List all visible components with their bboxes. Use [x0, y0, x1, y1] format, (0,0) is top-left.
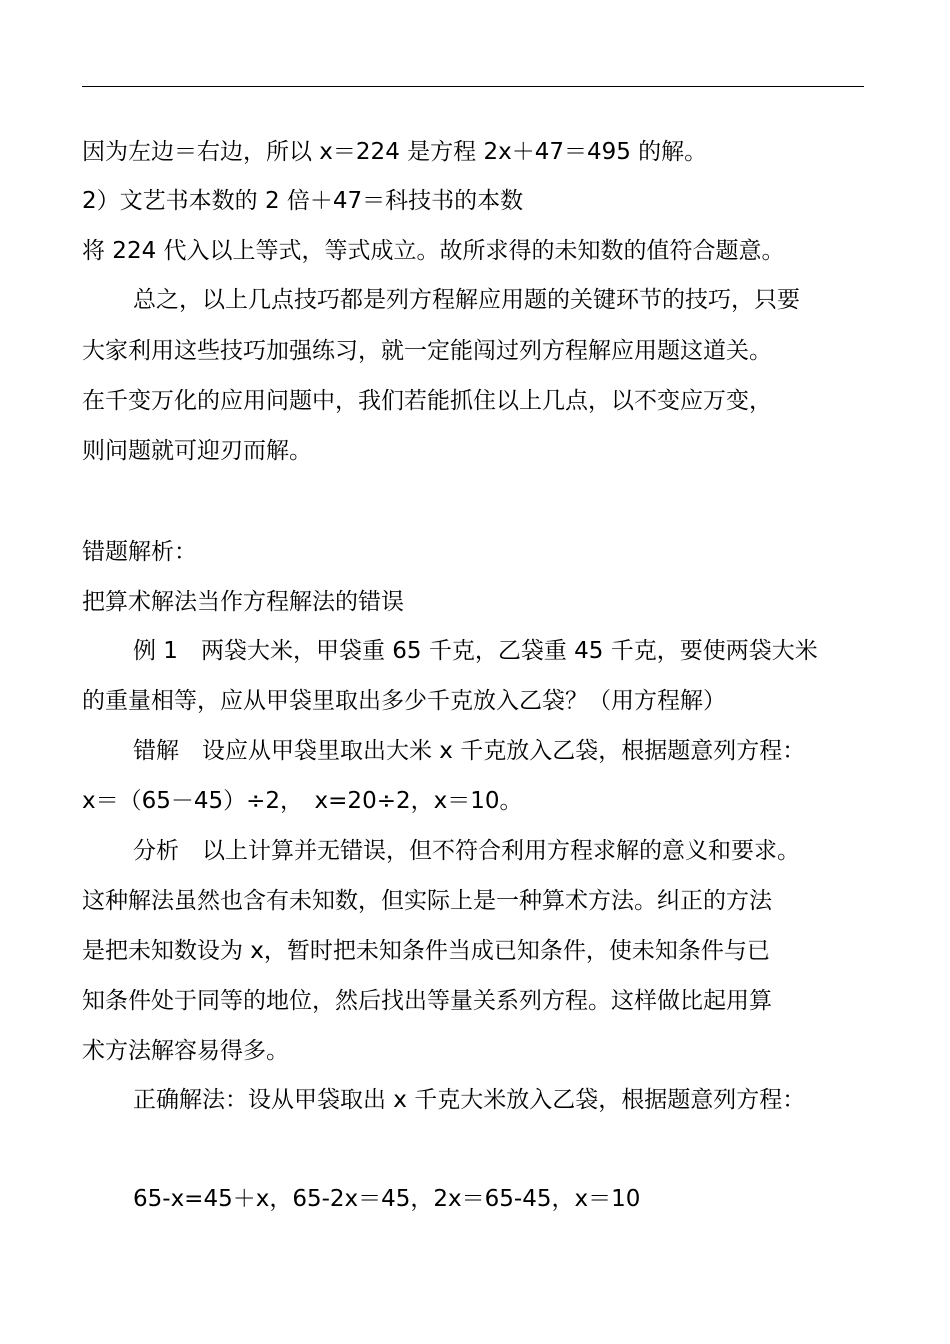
- text-line-17: 知条件处于同等的地位，然后找出等量关系列方程。这样做比起用算: [82, 988, 772, 1014]
- section-heading: 错题解析：: [82, 539, 197, 565]
- wrong-solution-equation: x＝（65－45）÷2， x=20÷2，x＝10。: [82, 788, 523, 814]
- paragraph-summary-start: 总之，以上几点技巧都是列方程解应用题的关键环节的技巧，只要: [133, 287, 800, 313]
- example-1-question: 例 1 两袋大米，甲袋重 65 千克，乙袋重 45 千克，要使两袋大米: [133, 638, 818, 664]
- text-line-6: 在千变万化的应用问题中，我们若能抓住以上几点，以不变应万变，: [82, 388, 772, 414]
- text-line-16: 是把未知数设为 x，暂时把未知条件当成已知条件，使未知条件与已: [82, 938, 770, 964]
- text-line-15: 这种解法虽然也含有未知数，但实际上是一种算术方法。纠正的方法: [82, 888, 772, 914]
- correct-solution-equation: 65-x=45＋x，65-2x＝45，2x＝65-45，x＝10: [133, 1186, 641, 1212]
- analysis: 分析 以上计算并无错误，但不符合利用方程求解的意义和要求。: [133, 838, 800, 864]
- wrong-solution: 错解 设应从甲袋里取出大米 x 千克放入乙袋，根据题意列方程：: [133, 738, 806, 764]
- text-line-1: 因为左边＝右边，所以 x＝224 是方程 2x＋47＝495 的解。: [82, 139, 708, 165]
- text-line-7: 则问题就可迎刃而解。: [82, 438, 312, 464]
- text-line-11: 的重量相等，应从甲袋里取出多少千克放入乙袋？（用方程解）: [82, 688, 726, 714]
- text-line-2: 2）文艺书本数的 2 倍＋47＝科技书的本数: [82, 188, 524, 214]
- text-line-5: 大家利用这些技巧加强练习，就一定能闯过列方程解应用题这道关。: [82, 338, 772, 364]
- subsection-title: 把算术解法当作方程解法的错误: [82, 589, 404, 615]
- text-line-18: 术方法解容易得多。: [82, 1038, 289, 1064]
- text-line-3: 将 224 代入以上等式，等式成立。故所求得的未知数的值符合题意。: [82, 238, 785, 264]
- header-rule: [82, 86, 864, 87]
- correct-solution: 正确解法：设从甲袋取出 x 千克大米放入乙袋，根据题意列方程：: [133, 1087, 806, 1113]
